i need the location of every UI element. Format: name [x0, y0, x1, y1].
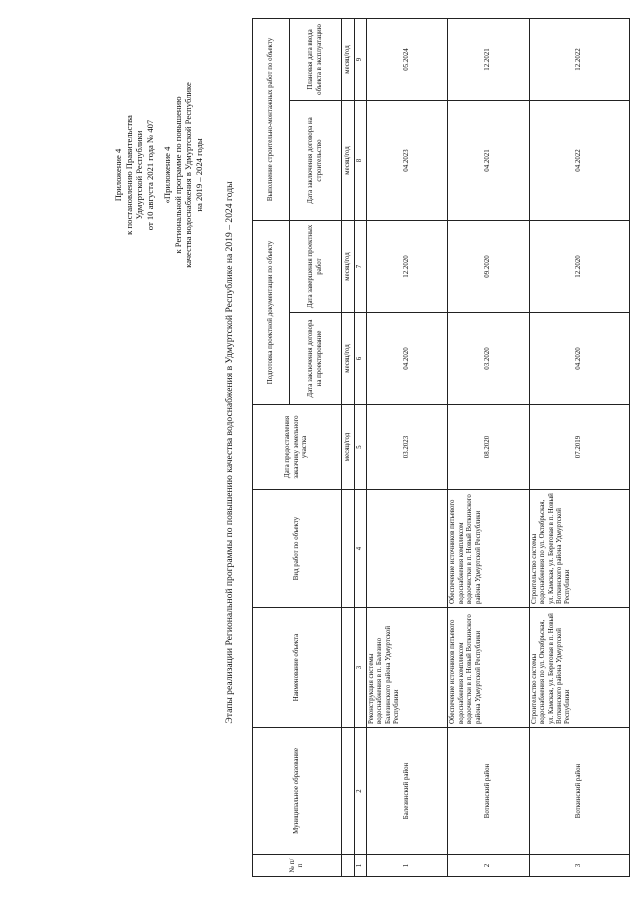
- row-no: 1: [367, 855, 448, 877]
- appendix-line: Удмуртской Республики: [134, 130, 145, 220]
- column-number: 9: [355, 18, 367, 100]
- row-land-date: 03.2023: [367, 405, 448, 490]
- header-municipality: Муниципальное образование: [253, 728, 342, 855]
- appendix-line: Приложение 4: [113, 148, 123, 202]
- unit-cell: месяц/год: [342, 18, 355, 100]
- appendix-line: от 10 августа 2021 года № 407: [144, 119, 155, 231]
- row-construction-contract: 04.2023: [367, 101, 448, 221]
- appendix-line: качества водоснабжения в Удмуртской Республике: [183, 82, 194, 268]
- header-design-contract: Дата заключения договора на проектирование: [290, 313, 342, 405]
- row-no: 2: [448, 855, 529, 877]
- header-commissioning: Плановая дата ввода объекта в эксплуатацию: [290, 18, 342, 100]
- row-municipality: Воткинский район: [529, 728, 629, 855]
- row-design-contract: 03.2020: [448, 313, 529, 405]
- row-design-finish: 09.2020: [448, 221, 529, 313]
- column-number: 2: [355, 728, 367, 855]
- table-row: [529, 18, 629, 876]
- appendix-line: к Региональной программе по повышению: [172, 96, 183, 254]
- unit-cell: месяц/год: [342, 313, 355, 405]
- row-commissioning: 12.2021: [448, 18, 529, 100]
- appendix-line: «Приложение 4: [162, 146, 172, 204]
- previous-appendix-header: [162, 45, 204, 305]
- row-design-contract: 04.2020: [529, 313, 629, 405]
- table-row: [448, 18, 529, 876]
- header-construction-group: Выполнение строительно-монтажных работ по объекту: [253, 18, 290, 220]
- header-object-name: Наименование объекта: [253, 608, 342, 728]
- column-number: 3: [355, 608, 367, 728]
- unit-cell: [342, 855, 355, 877]
- row-municipality: Балезинский район: [367, 728, 448, 855]
- unit-cell: месяц/год: [342, 101, 355, 221]
- unit-cell: [342, 728, 355, 855]
- unit-cell: [342, 490, 355, 608]
- row-work-type: Обеспечение источников питьевого водоснабжения комплексом водоочистки в п. Новый Воткинского района Удмуртской Республики: [448, 490, 529, 608]
- column-number: 1: [355, 855, 367, 877]
- row-design-finish: 12.2020: [529, 221, 629, 313]
- header-design-finish: Дата завершения проектных работ: [290, 221, 342, 313]
- column-number: 8: [355, 101, 367, 221]
- row-design-contract: 04.2020: [367, 313, 448, 405]
- unit-cell: месяц/год: [342, 405, 355, 490]
- unit-cell: [342, 608, 355, 728]
- column-number: 6: [355, 313, 367, 405]
- row-construction-contract: 04.2021: [448, 101, 529, 221]
- header-construction-contract: Дата заключения договора на строительство: [290, 101, 342, 221]
- stages-table: [252, 18, 630, 877]
- appendix-line: на 2019 – 2024 годы: [193, 138, 204, 212]
- row-object-name: Обеспечение источников питьевого водоснабжения комплексом водоочистки в п. Новый Воткинского района Удмуртской Республики: [448, 608, 529, 728]
- row-work-type: [367, 490, 448, 608]
- column-number: 7: [355, 221, 367, 313]
- column-number: 5: [355, 405, 367, 490]
- appendix-line: к постановлению Правительства: [123, 115, 134, 235]
- row-work-type: Строительство системы водоснабжения по ул. Октябрьская, ул. Камская, ул. Береговая в п. Новый Воткинского района Удмуртской Республики: [529, 490, 629, 608]
- row-municipality: Воткинский район: [448, 728, 529, 855]
- row-land-date: 07.2019: [529, 405, 629, 490]
- header-land-date: Дата предоставления заказчику земельного участка: [253, 405, 342, 490]
- column-number: 4: [355, 490, 367, 608]
- row-commissioning: 12.2022: [529, 18, 629, 100]
- row-design-finish: 12.2020: [367, 221, 448, 313]
- row-land-date: 08.2020: [448, 405, 529, 490]
- row-object-name: Строительство системы водоснабжения по ул. Октябрьская, ул. Камская, ул. Береговая в п. Новый Воткинского района Удмуртской Республики: [529, 608, 629, 728]
- header-no: № п/п: [253, 855, 342, 877]
- header-design-group: Подготовка проектной документации по объекту: [253, 221, 290, 405]
- table-row: [367, 18, 448, 876]
- row-construction-contract: 04.2022: [529, 101, 629, 221]
- unit-cell: месяц/год: [342, 221, 355, 313]
- header-work-type: Вид работ по объекту: [253, 490, 342, 608]
- document-title: Этапы реализации Региональной программы по повышению качества водоснабжения в Удмуртской Республике на 2019 – 2024 годы: [224, 181, 235, 724]
- row-object-name: Реконструкция системы водоснабжения в п. Балезино Балезинского района Удмуртской Республики: [367, 608, 448, 728]
- row-commissioning: 05.2024: [367, 18, 448, 100]
- appendix-header: [113, 65, 155, 285]
- row-no: 3: [529, 855, 629, 877]
